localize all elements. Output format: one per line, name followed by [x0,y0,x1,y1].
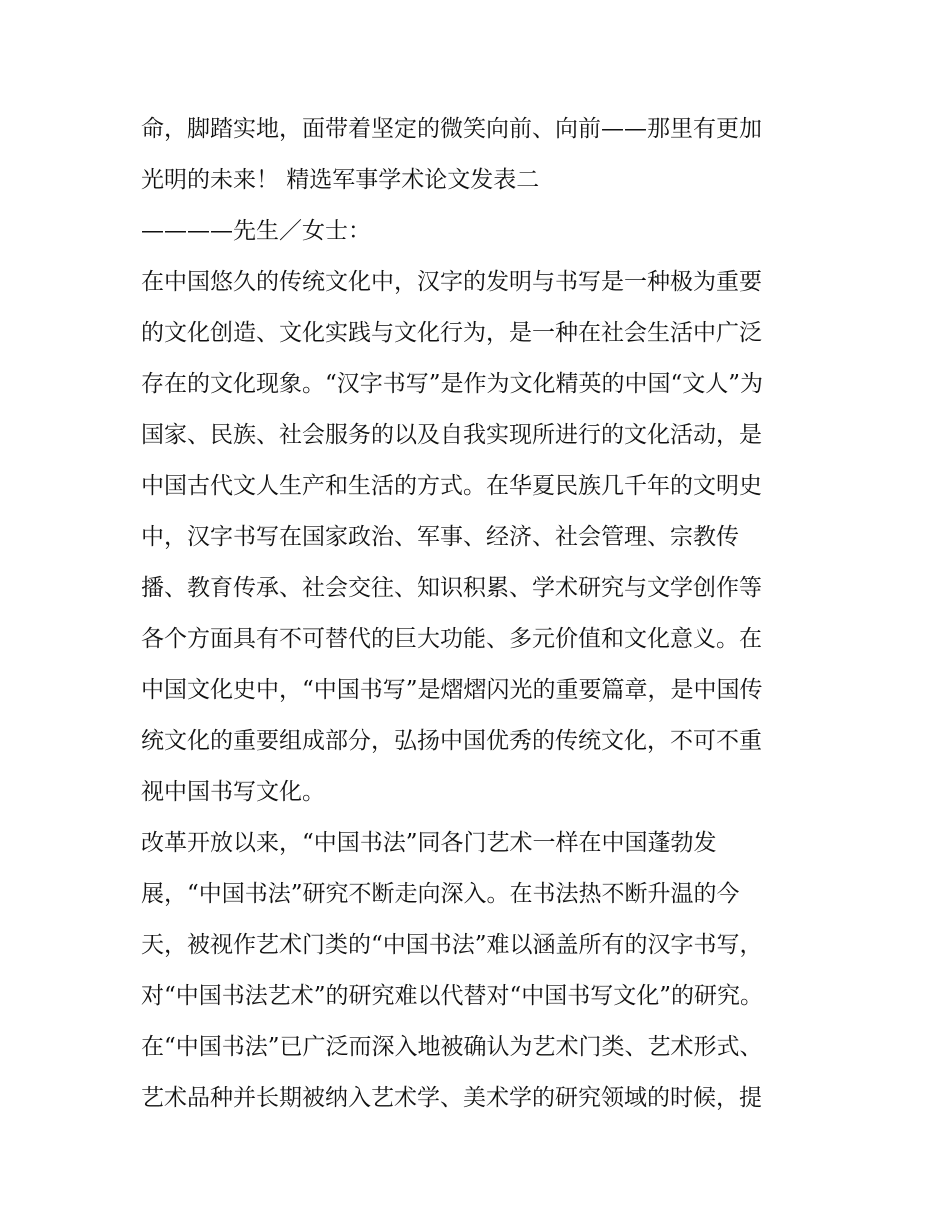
text-line: 中，汉字书写在国家政治、军事、经济、社会管理、宗教传 [141,524,739,550]
text-line: 命，脚踏实地，面带着坚定的微笑向前、向前——那里有更加 [141,116,762,142]
text-line: 在“中国书法”已广泛而深入地被确认为艺术门类、艺术形式、 [141,1034,763,1060]
text-line: 各个方面具有不可替代的巨大功能、多元价值和文化意义。在 [141,626,762,652]
text-line: 展，“中国书法”研究不断走向深入。在书法热不断升温的今 [141,881,740,907]
text-line: 对“中国书法艺术”的研究难以代替对“中国书写文化”的研究。 [141,983,764,1009]
document-body [141,104,817,1124]
text-line: 视中国书写文化。 [141,779,325,805]
text-line: 存在的文化现象。“汉字书写”是作为文化精英的中国“文人”为 [141,371,764,397]
text-line: 播、教育传承、社会交往、知识积累、学术研究与文学创作等 [141,575,762,601]
text-line: 中国古代文人生产和生活的方式。在华夏民族几千年的文明史 [141,473,762,499]
text-line: 天，被视作艺术门类的“中国书法”难以涵盖所有的汉字书写， [141,932,763,958]
text-line: 的文化创造、文化实践与文化行为，是一种在社会生活中广泛 [141,320,762,346]
text-line: 统文化的重要组成部分，弘扬中国优秀的传统文化，不可不重 [141,728,762,754]
text-line: 国家、民族、社会服务的以及自我实现所进行的文化活动，是 [141,422,762,448]
text-line: 改革开放以来，“中国书法”同各门艺术一样在中国蓬勃发 [141,830,717,856]
text-line: 光明的未来！ 精选军事学术论文发表二 [141,167,540,193]
text-line: 艺术品种并长期被纳入艺术学、美术学的研究领域的时候，提 [141,1085,762,1111]
text-line: 中国文化史中，“中国书写”是熠熠闪光的重要篇章，是中国传 [141,677,763,703]
text-line: 在中国悠久的传统文化中，汉字的发明与书写是一种极为重要 [141,269,762,295]
text-line: ————先生／女士： [141,218,371,244]
